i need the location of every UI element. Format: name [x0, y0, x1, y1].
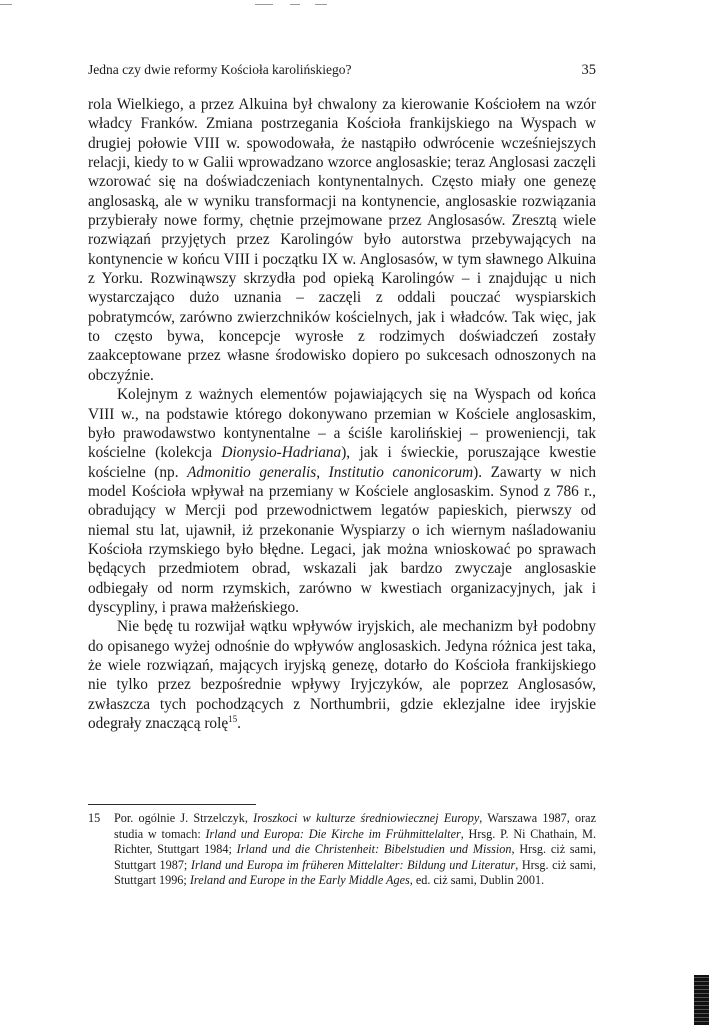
italic-title-admonitio: Admonitio generalis, Institutio canonicorum: [187, 463, 474, 481]
footnote-divider: [88, 804, 256, 805]
scan-mark: [315, 4, 327, 5]
footnote-italic-title: Irland und Europa im früheren Mittelalter: Bildung und Literatur: [190, 857, 516, 872]
paragraph-3-text: Nie będę tu rozwijał wątku wpływów iryjskich, ale mechanizm był podobny do opisanego wyżej odnośnie do wpływów anglosaskich. Jedyna różnica jest taka, że wiele rozwiązań, mających iryjską genezę, dotarło do Kościoła frankijskiego nie tylko przez bezpośrednie wpływy Iryjczyków, ale poprzez Anglosasów, zwłaszcza tych pochodzących z Northumbrii, gdzie eklezjalne idee iryjskie odegrały znaczącą rolę: [88, 618, 596, 732]
footnote: [88, 811, 596, 889]
scan-mark: [0, 4, 12, 5]
scan-edge-mark: [694, 975, 709, 1025]
paragraph-1-text: rola Wielkiego, a przez Alkuina był chwalony za kierowanie Kościołem na wzór władcy Franków. Zmiana postrzegania Kościoła frankijskiego na Wyspach w drugiej połowie VIII w. spowodowała, że nastąpiło odwrócenie wcześniejszych relacji, kiedy to w Galii wprowadzano wzorce anglosaskie; teraz Anglosasi zaczęli wzorować się na doświadczeniach kontynentalnych. Często miały one genezę anglosaską, ale w wyniku transformacji na kontynencie, anglosaskie rozwiązania przybierały nowe formy, chętnie przejmowane przez Anglosasów. Zresztą wiele rozwiązań przyjętych przez Karolingów było autorstwa przebywających na kontynencie w końcu VIII i początku IX w. Anglosasów, w tym sławnego Alkuina z Yorku. Rozwinąwszy skrzydła pod opieką Karolingów – i znajdując u nich wystarczająco dużo uznania – zaczęli z oddali pouczać wyspiarskich pobratymców, zarówno zwierzchników kościelnych, jak i władców. Tak więc, jak to często bywa, koncepcje wyrosłe z rodzimych doświadczeń zostały zaakceptowane przez własne środowisko dopiero po sukcesach odnoszonych na obczyźnie.: [88, 96, 596, 384]
scan-mark: [255, 4, 273, 5]
footnote-text: , Warszawa 1987, oraz studia w tomach:: [114, 811, 596, 841]
footnote-number: 15: [88, 811, 101, 825]
paragraph-2-text-a: Kolejnym z ważnych elementów pojawiających się na Wyspach od końca VIII w., na podstawie którego dokonywano przemian w Kościele anglosaskim, było prawodawstwo kontynentalne – a ściśle karolińskiej – proweniencji, tak kościelne (kolekcja: [88, 386, 596, 462]
footnote-reference[interactable]: 15: [228, 713, 238, 724]
main-text: [88, 95, 596, 733]
footnote-body: [114, 811, 596, 889]
footnote-italic-title: Iroszkoci w kulturze średniowiecznej Europy: [253, 811, 480, 825]
footnote-text: , ed. ciż sami, Dublin 2001.: [409, 873, 545, 887]
paragraph-2: [88, 385, 596, 617]
paragraph-2-text-c: ). Zawarty w nich model Kościoła wpływał na przemiany w Kościele anglosaskim. Synod z 786 r., obradujący w Mercji pod przewodnictwem legatów papieskich, pierwszy od niemal stu lat, ujawnił, iż przekonanie Wyspiarzy o ich wiernym naśladowaniu Kościoła rzymskiego było błędne. Legaci, jak można wnioskować po sprawach będących przedmiotem obrad, wskazali jak bardzo zwyczaje anglosaskie odbiegały od norm rzymskich, zarówno w kwestiach organizacyjnych, jak i dyscypliny, i prawa małżeńskiego.: [88, 463, 596, 616]
footnote-italic-title: Ireland and Europe in the Early Middle Ages: [189, 873, 410, 887]
footnote-text: , Hrsg. ciż sami, Stuttgart 1996;: [114, 857, 596, 887]
paragraph-1: [88, 95, 596, 385]
footnote-text: , Hrsg. P. Ni Chathain, M. Richter, Stuttgart 1984;: [114, 826, 596, 856]
page-number: 35: [581, 62, 596, 78]
footnote-italic-title: Irland und die Christenheit: Bibelstudien und Mission: [236, 842, 512, 856]
scan-top-edge-marks: [0, 0, 709, 12]
footnote-italic-title: Irland und Europa: Die Kirche im Frühmittelalter: [205, 826, 461, 841]
italic-title-dionysio-hadriana: Dionysio-Hadriana: [221, 444, 342, 462]
footnote-text: , Hrsg. ciż sami, Stuttgart 1987;: [114, 842, 596, 872]
running-head-title: Jedna czy dwie reformy Kościoła karolińskiego?: [88, 62, 352, 77]
paragraph-2-text-b: ), jak i świeckie, poruszające kwestie kościelne (np.: [88, 444, 596, 481]
paragraph-3: [88, 617, 596, 733]
running-head: [88, 62, 596, 82]
footnote-text: Por. ogólnie J. Strzelczyk,: [114, 811, 254, 825]
scan-mark: [290, 4, 300, 5]
paragraph-3-end: .: [237, 715, 241, 732]
